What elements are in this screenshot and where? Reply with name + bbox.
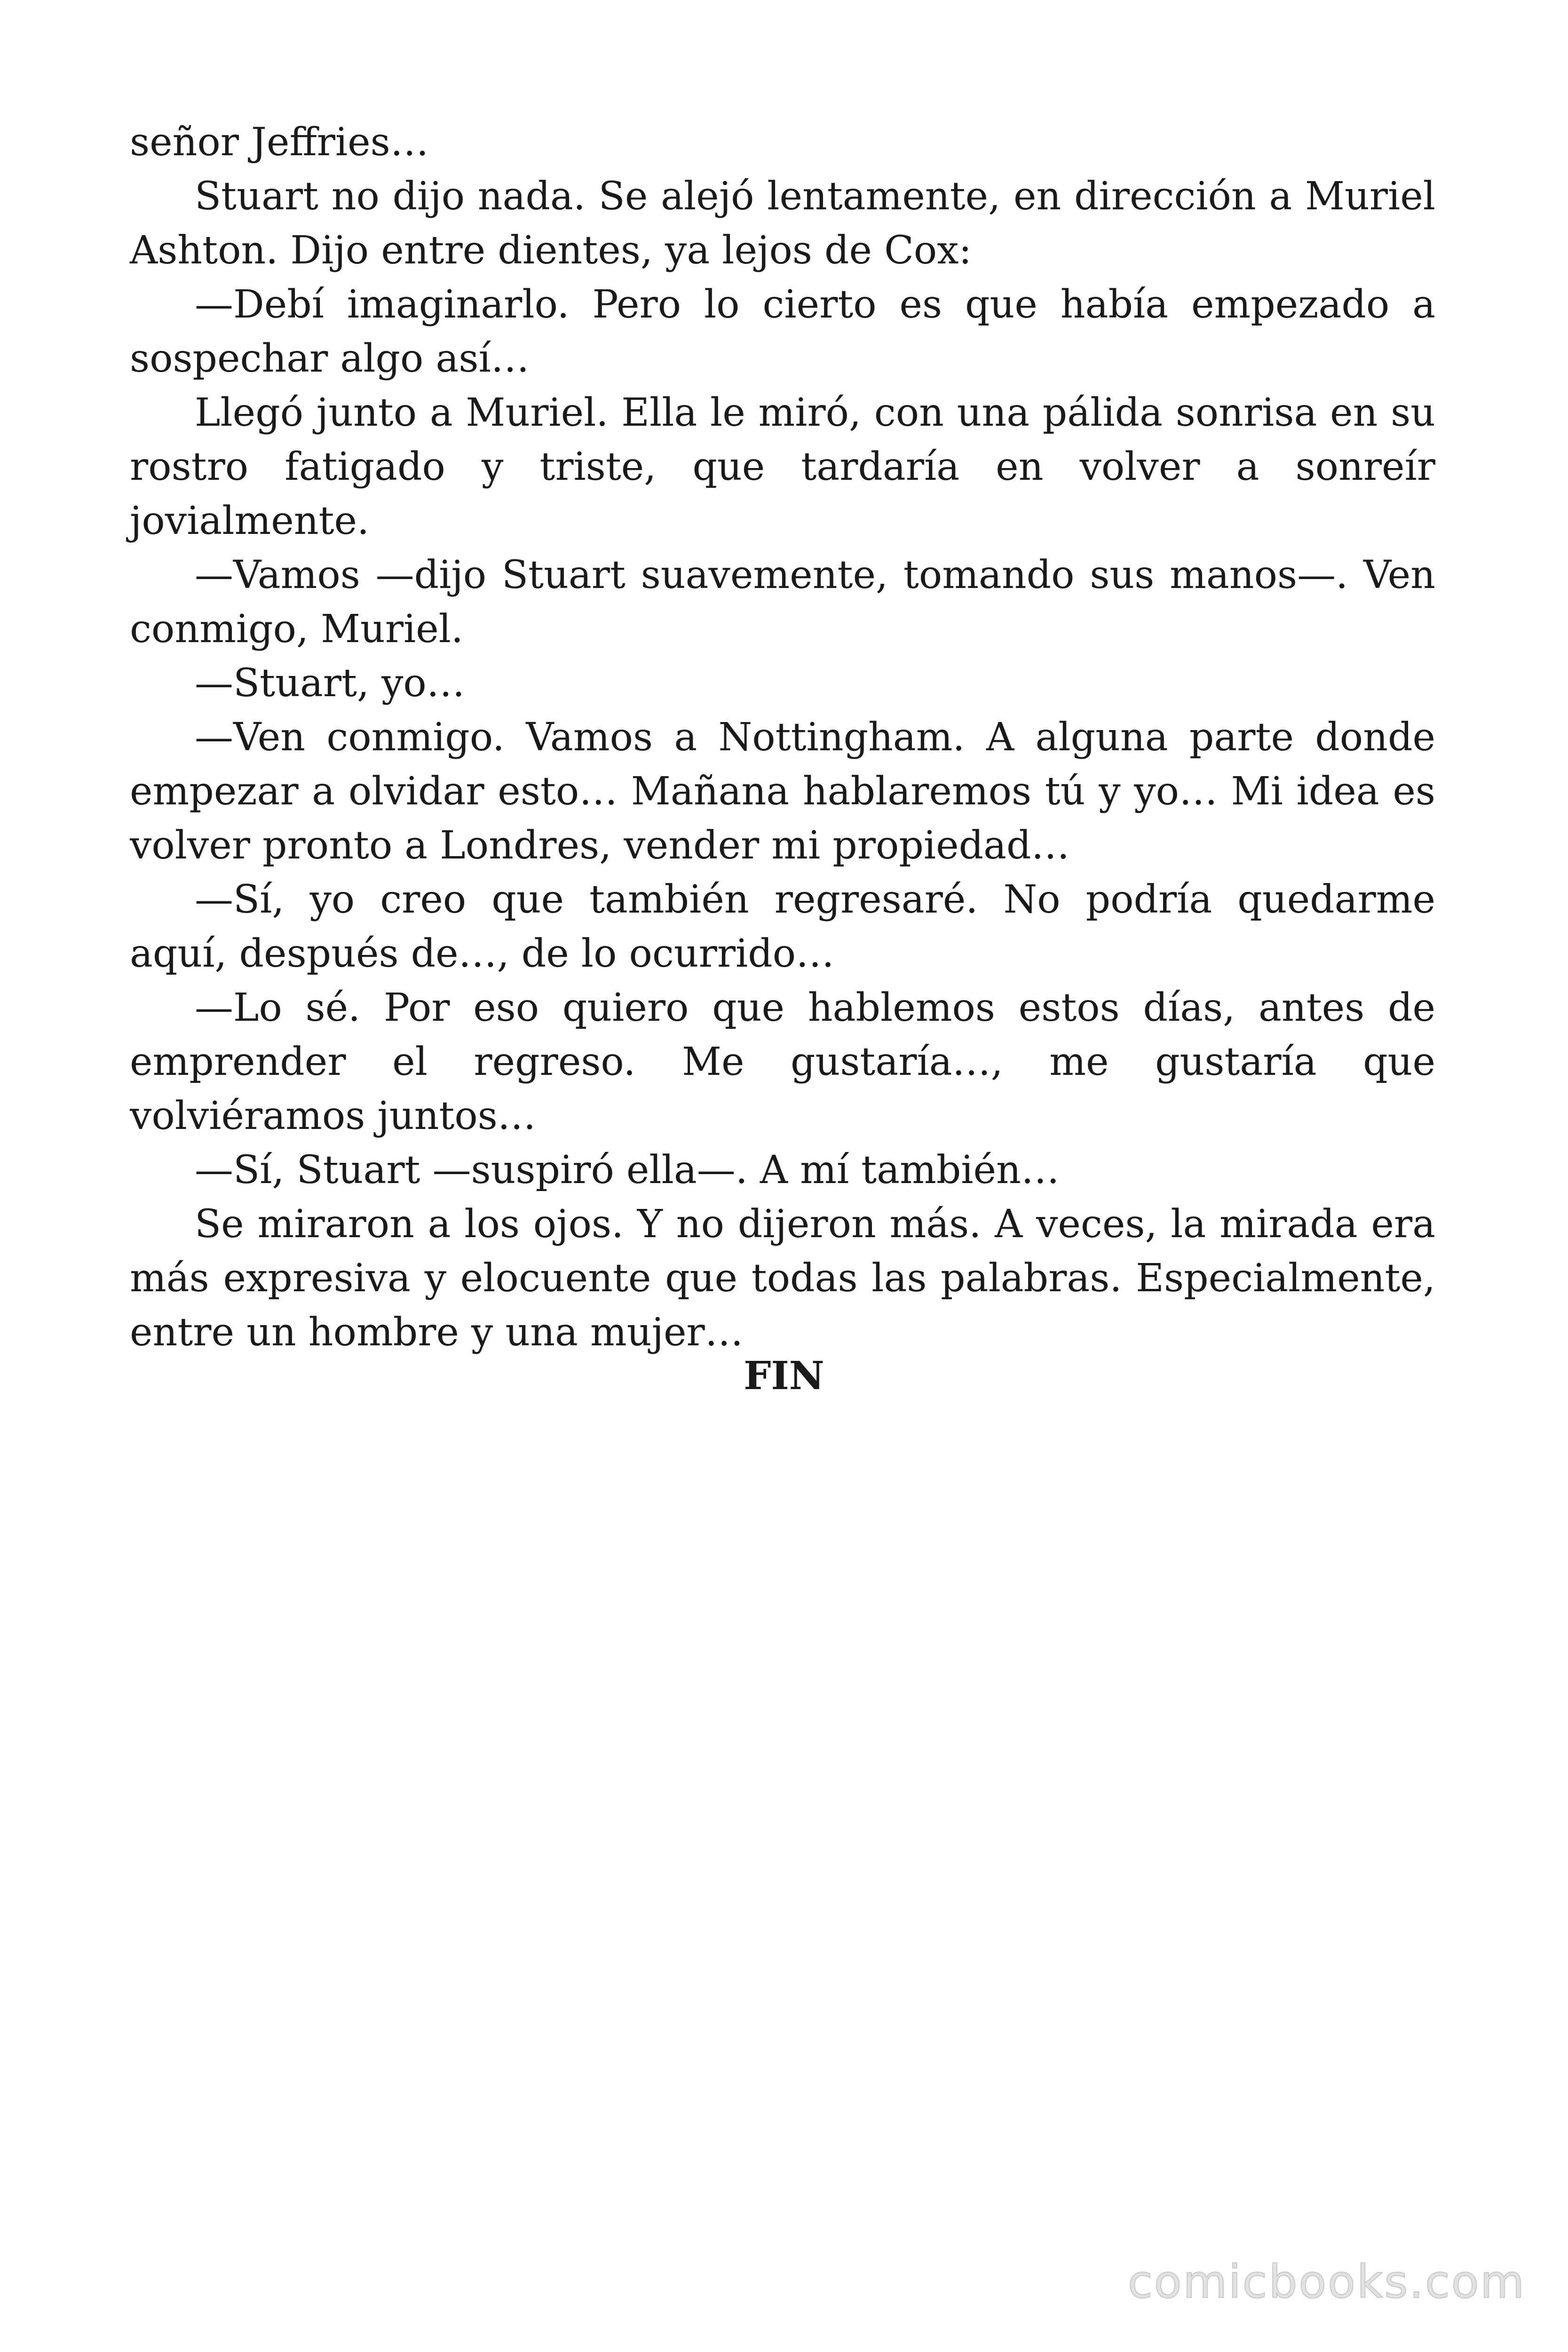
paragraph-8: —Sí, yo creo que también regresaré. No podría quedarme aquí, después de…, de lo ocurrido… bbox=[130, 877, 1435, 976]
paragraph-1: señor Jeffries… bbox=[130, 120, 429, 165]
paragraph-2: Stuart no dijo nada. Se alejó lentamente, en dirección a Muriel Ashton. Dijo entre dientes, ya lejos de Cox: bbox=[130, 174, 1435, 273]
body-text bbox=[130, 115, 1435, 1359]
paragraph-11: Se miraron a los ojos. Y no dijeron más. A veces, la mirada era más expresiva y elocuente que todas las palabras. Especialmente, entre un hombre y una mujer… bbox=[130, 1202, 1435, 1355]
paragraph-6: —Stuart, yo… bbox=[195, 661, 465, 706]
paragraph-3: —Debí imaginarlo. Pero lo cierto es que había empezado a sospechar algo así… bbox=[130, 282, 1435, 381]
paragraph-9: —Lo sé. Por eso quiero que hablemos estos días, antes de emprender el regreso. Me gustaría…, me gustaría que volviéramos juntos… bbox=[130, 985, 1435, 1138]
end-mark: FIN bbox=[744, 1353, 824, 1398]
watermark: comicbooks.com bbox=[1127, 2256, 1526, 2308]
paragraph-7: —Ven conmigo. Vamos a Nottingham. A alguna parte donde empezar a olvidar esto… Mañana hablaremos tú y yo… Mi idea es volver pronto a Londres, vender mi propiedad… bbox=[130, 715, 1435, 868]
paragraph-4: Llegó junto a Muriel. Ella le miró, con una pálida sonrisa en su rostro fatigado y triste, que tardaría en volver a sonreír jovialmente. bbox=[130, 390, 1435, 543]
paragraph-10: —Sí, Stuart —suspiró ella—. A mí también… bbox=[195, 1148, 1060, 1192]
paragraph-5: —Vamos —dijo Stuart suavemente, tomando sus manos—. Ven conmigo, Muriel. bbox=[130, 553, 1435, 652]
